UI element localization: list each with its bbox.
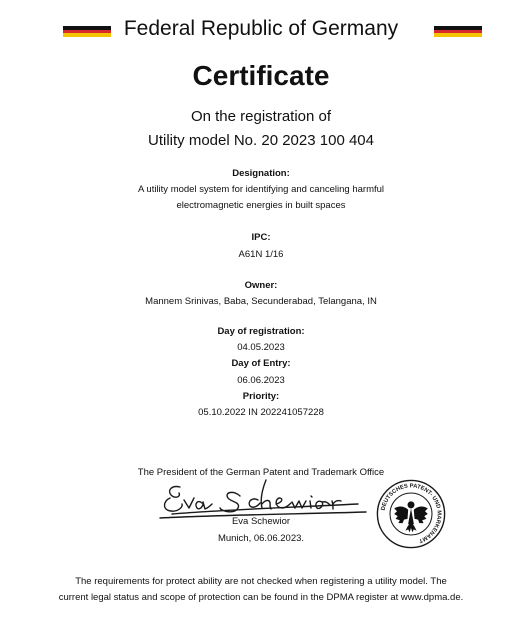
signer-name: Eva Schewior [231, 516, 291, 527]
designation-value-line1: A utility model system for identifying and canceling harmful [137, 184, 385, 195]
owner-label: Owner: [244, 280, 278, 291]
day-of-entry-value: 06.06.2023 [237, 375, 285, 386]
ipc-label: IPC: [251, 232, 271, 243]
country-heading: Federal Republic of Germany [123, 17, 399, 40]
priority-label: Priority: [242, 391, 280, 402]
footer-note-line1: The requirements for protect ability are not checked when registering a utility model. The [75, 576, 447, 587]
seal-text: DEUTSCHES PATENT- UND MARKENAMT [380, 483, 442, 544]
registration-subtitle: On the registration of [190, 108, 332, 125]
ipc-value: A61N 1/16 [238, 249, 284, 260]
priority-value: 05.10.2022 IN 202241057228 [198, 407, 324, 418]
place-and-date: Munich, 06.06.2023. [217, 533, 305, 544]
footer-note-line2: current legal status and scope of protection can be found in the DPMA register at www.dpma.de. [58, 592, 464, 603]
designation-label: Designation: [232, 168, 290, 179]
day-of-registration-value: 04.05.2023 [237, 342, 285, 353]
day-of-registration-label: Day of registration: [217, 326, 305, 337]
day-of-entry-label: Day of Entry: [231, 358, 291, 369]
president-title: The President of the German Patent and Trademark Office [137, 467, 385, 478]
designation-value-line2: electromagnetic energies in built spaces [176, 200, 346, 211]
certificate-title: Certificate [192, 60, 330, 91]
owner-value: Mannem Srinivas, Baba, Secunderabad, Telangana, IN [145, 296, 377, 307]
handwritten-signature [158, 474, 368, 520]
federal-eagle-seal-icon [376, 479, 446, 549]
utility-model-number: Utility model No. 20 2023 100 404 [148, 132, 374, 149]
